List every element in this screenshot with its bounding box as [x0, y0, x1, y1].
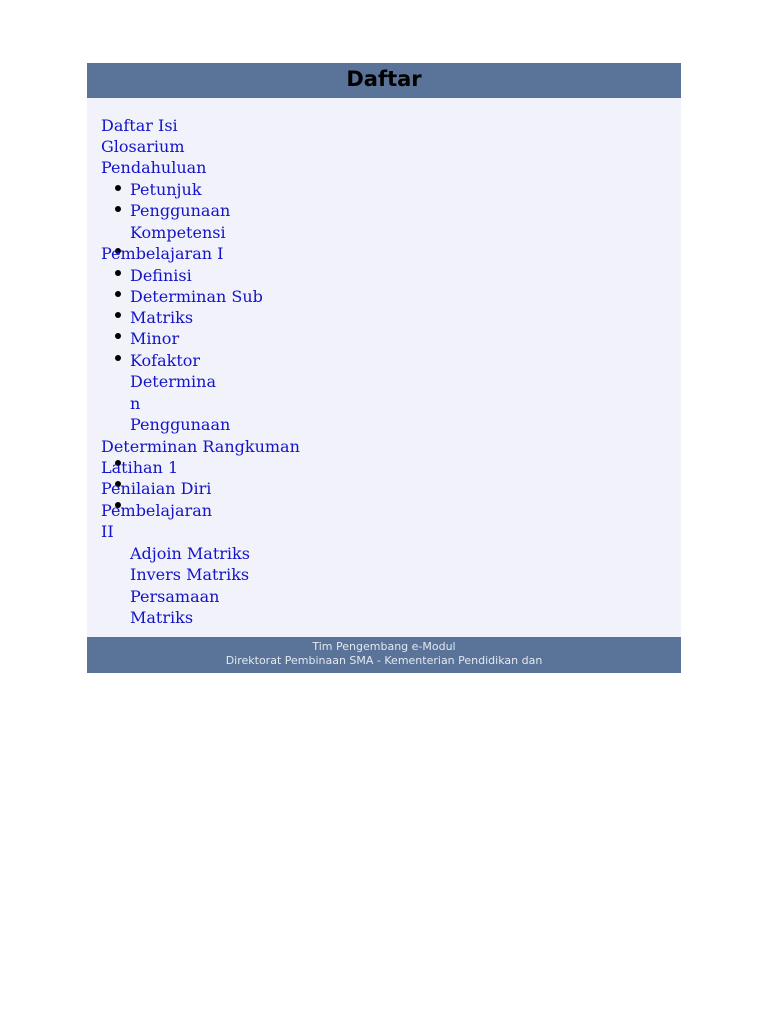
- toc-link-matriks[interactable]: Matriks: [130, 308, 194, 327]
- toc-link-determina[interactable]: Determina: [130, 372, 216, 391]
- toc-link-kompetensi[interactable]: Kompetensi: [130, 223, 226, 242]
- toc-link-pembelajaran-2-cont[interactable]: II: [101, 522, 114, 541]
- toc-link-invers-matriks[interactable]: Invers Matriks: [130, 565, 250, 584]
- toc-panel: [87, 63, 681, 673]
- toc-link-definisi[interactable]: Definisi: [130, 266, 192, 285]
- bullet-icon: [115, 270, 121, 276]
- toc-link-penggunaan[interactable]: Penggunaan: [130, 201, 231, 220]
- toc-link-kofaktor[interactable]: Kofaktor: [130, 351, 201, 370]
- toc-link-minor[interactable]: Minor: [130, 329, 180, 348]
- bullet-icon: [115, 312, 121, 318]
- toc-link-glosarium[interactable]: Glosarium: [101, 137, 185, 156]
- toc-link-determinan-rangkuman[interactable]: Determinan Rangkuman: [101, 437, 300, 456]
- bullet-icon: [115, 206, 121, 212]
- bullet-icon: [115, 291, 121, 297]
- footer-directorate: Direktorat Pembinaan SMA - Kementerian Pendidikan dan: [225, 654, 543, 667]
- toc-link-petunjuk[interactable]: Petunjuk: [130, 180, 202, 199]
- toc-link-adjoin-matriks[interactable]: Adjoin Matriks: [130, 544, 250, 563]
- toc-content[interactable]: [87, 98, 681, 627]
- toc-link-pembelajaran-2[interactable]: Pembelajaran: [101, 501, 213, 520]
- toc-link-pembelajaran-1[interactable]: Pembelajaran I: [101, 244, 224, 263]
- toc-link-pendahuluan[interactable]: Pendahuluan: [101, 158, 207, 177]
- panel-footer: [87, 637, 681, 673]
- bullet-icon: [115, 333, 121, 339]
- toc-link-determina-n[interactable]: n: [130, 394, 141, 413]
- footer-team: Tim Pengembang e-Modul: [312, 640, 456, 653]
- toc-link-daftar-isi[interactable]: Daftar Isi: [101, 116, 178, 135]
- toc-link-persamaan[interactable]: Persamaan: [130, 587, 220, 606]
- toc-link-penggunaan-2[interactable]: Penggunaan: [130, 415, 231, 434]
- toc-link-latihan-1[interactable]: Latihan 1: [101, 458, 179, 477]
- panel-title: Daftar: [346, 67, 422, 91]
- bullet-icon: [115, 185, 121, 191]
- toc-link-persamaan-matriks[interactable]: Matriks: [130, 608, 194, 627]
- bullet-icon: [115, 355, 121, 361]
- panel-header: [87, 63, 681, 98]
- toc-link-penilaian-diri[interactable]: Penilaian Diri: [101, 479, 212, 498]
- toc-link-determinan-sub[interactable]: Determinan Sub: [130, 287, 263, 306]
